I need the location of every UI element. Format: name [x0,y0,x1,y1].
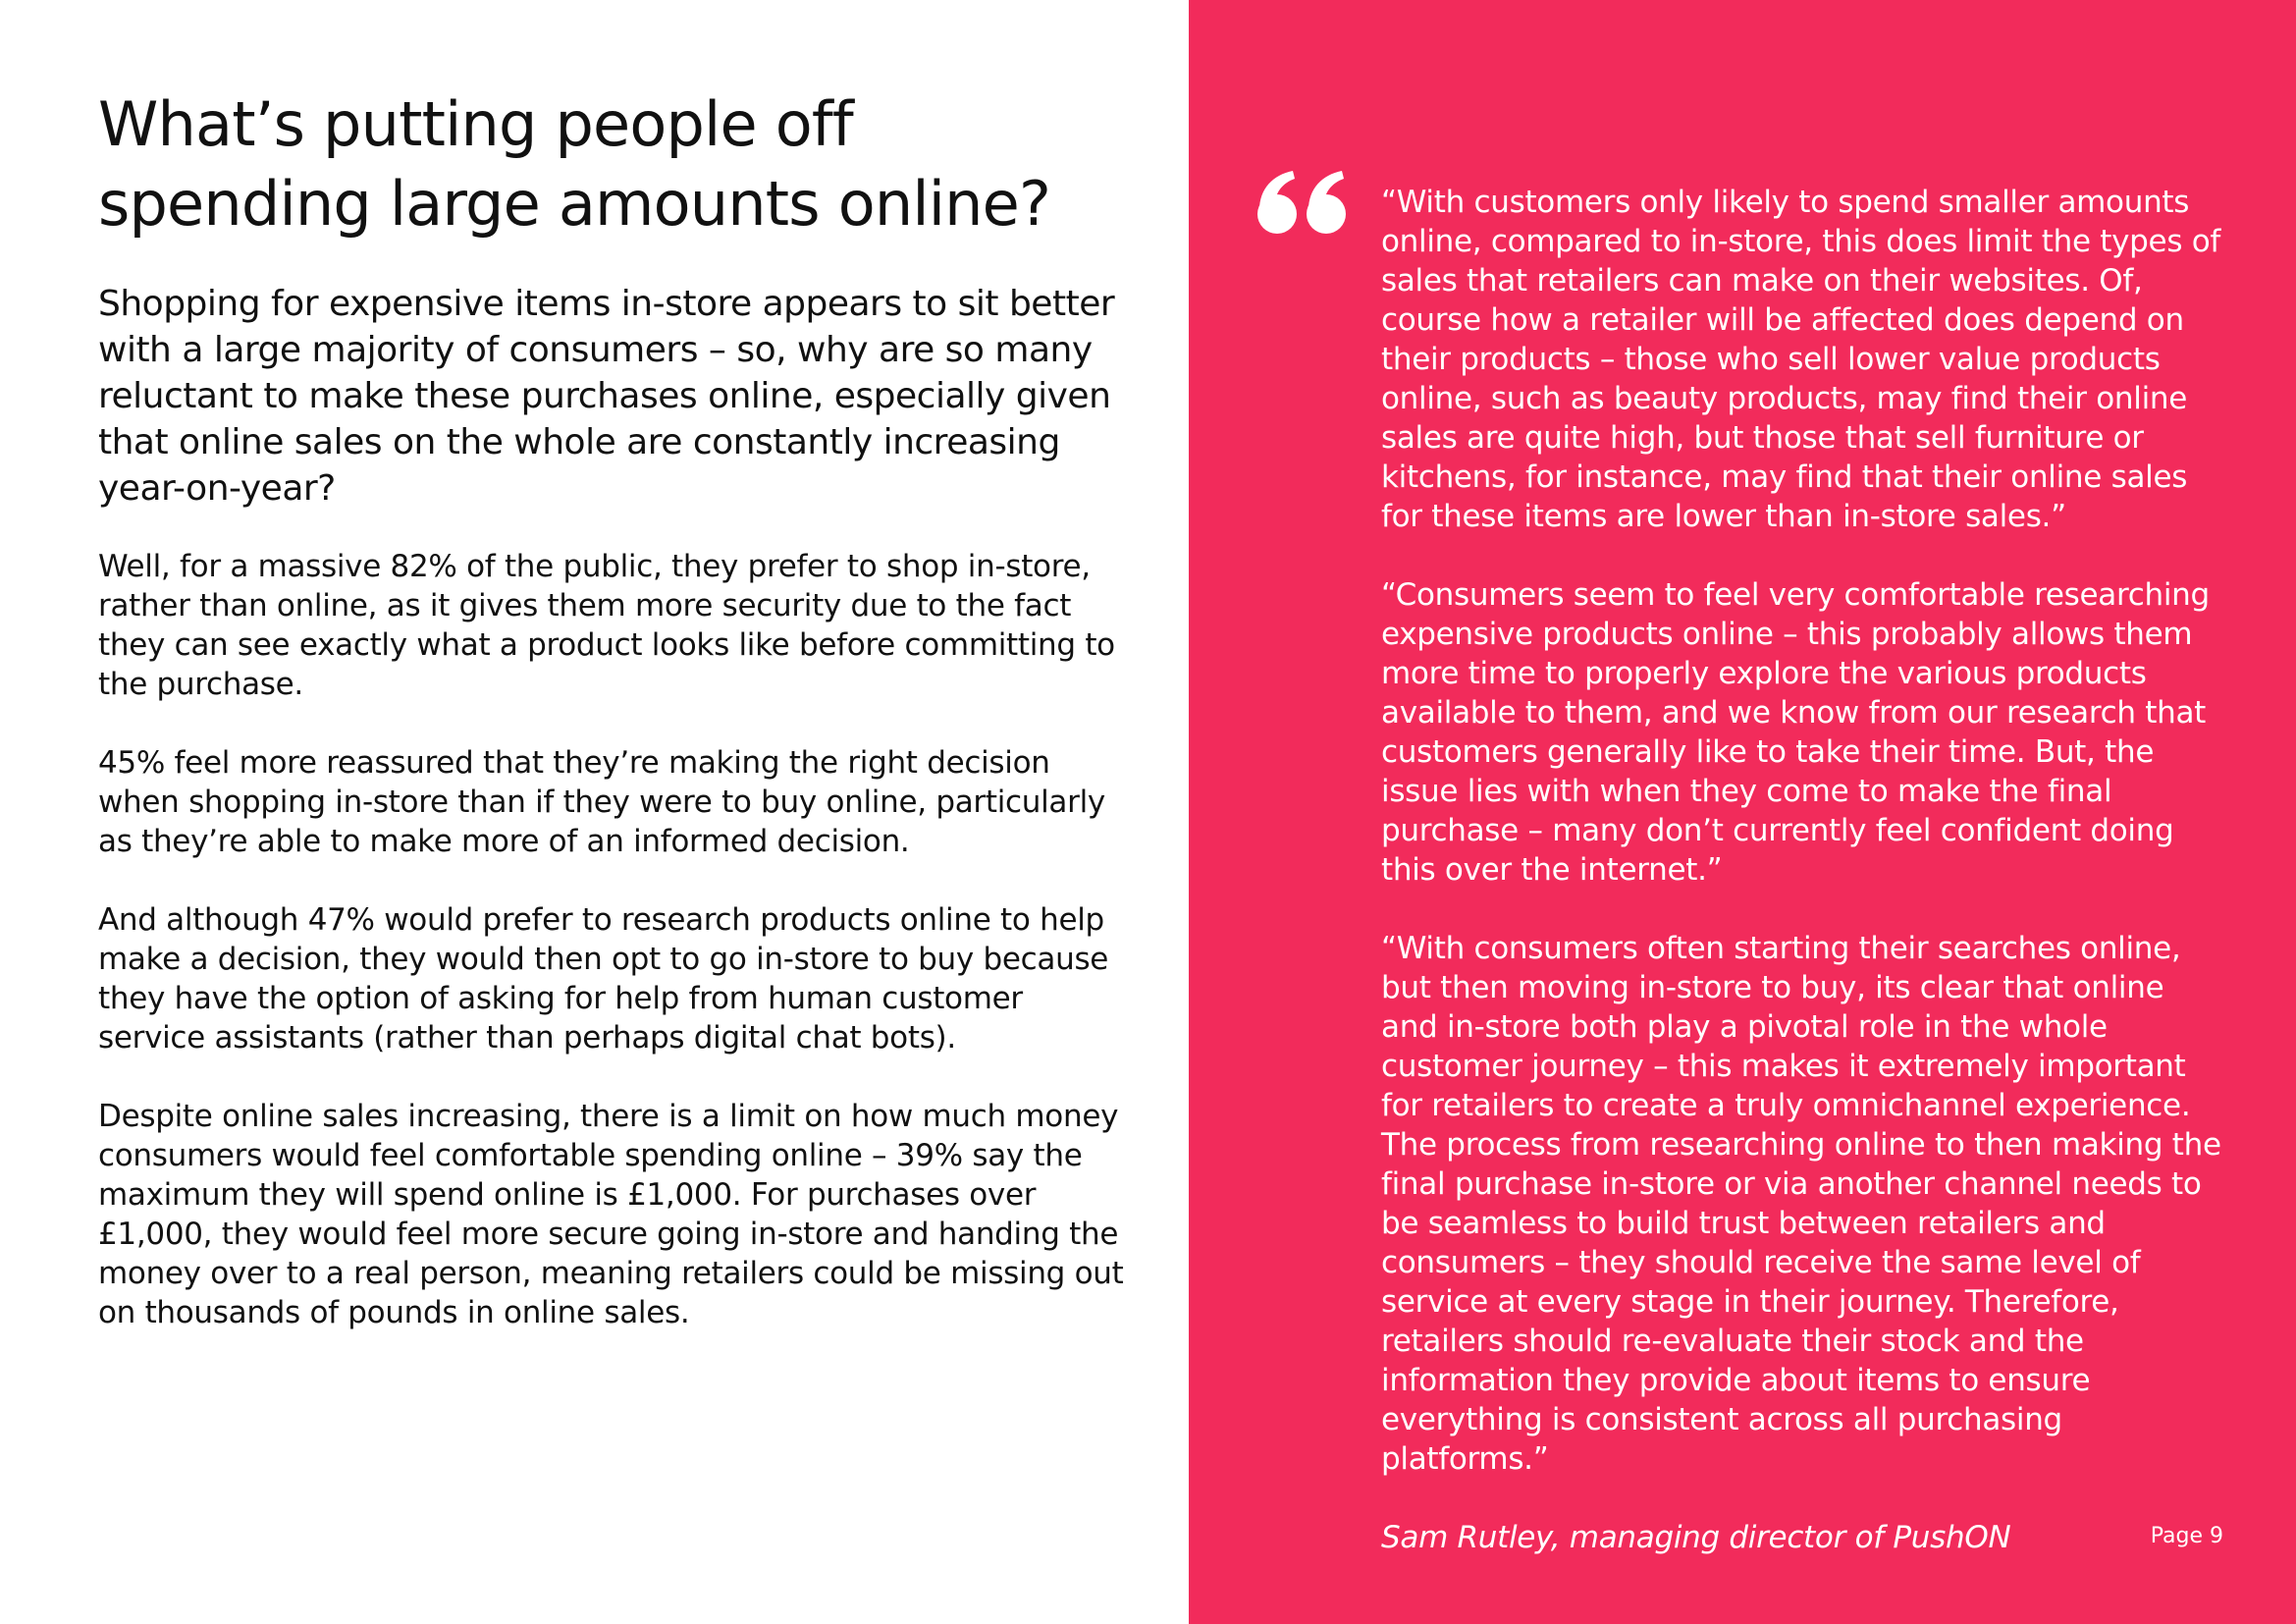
page-number: Page 9 [2150,1524,2223,1548]
page-title: What’s putting people off spending large amounts online? [98,88,1051,240]
intro-paragraph: Shopping for expensive items in-store appears to sit better with a large majority of consumers – so, why are so many reluctant to make these purchases online, especially given that online sales on the whole are constantly increasing year-on-year? [98,284,1115,509]
quote-text [1381,183,2225,1557]
body-paragraph: Despite online sales increasing, there is a limit on how much money consumers would feel comfortable spending online – 39% say the maximum they will spend online is £1,000. For purchases over £1,000, they would feel more secure going in-store and handing the money over to a real person, meaning retailers could be missing out on thousands of pounds in online sales. [98,1099,1124,1330]
body-paragraph: Well, for a massive 82% of the public, they prefer to shop in-store, rather than online, as it gives them more security due to the fact they can see exactly what a product looks like before committing to the purchase. [98,549,1115,702]
quote-paragraph: “Consumers seem to feel very comfortable researching expensive products online – this probably allows them more time to properly explore the various products available to them, and we know from our research that customers generally like to take their time. But, the issue lies with when they come to make the final purchase – many don’t currently feel confident doing this over the internet.” [1381,577,2210,888]
quote-paragraph: “With customers only likely to spend smaller amounts online, compared to in-store, this does limit the types of sales that retailers can make on their websites. Of, course how a retailer will be affected does depend on their products – those who sell lower value products online, such as beauty products, may find their online sales are quite high, but those that sell furniture or kitchens, for instance, may find that their online sales for these items are lower than in-store sales.” [1381,185,2221,534]
body-copy [98,547,1139,1372]
quote-paragraph: “With consumers often starting their searches online, but then moving in-store to buy, its clear that online and in-store both play a pivotal role in the whole customer journey – this makes it extremely important for retailers to create a truly omnichannel experience. The process from researching online to then making the final purchase in-store or via another channel needs to be seamless to build trust between retailers and consumers – they should receive the same level of service at every stage in their journey. Therefore, retailers should re-evaluate their stock and the information they provide about items to ensure everything is consistent across all purchasing platforms.” [1381,931,2221,1477]
quote-icon [1254,159,1352,238]
body-paragraph: 45% feel more reassured that they’re making the right decision when shopping in-store than if they were to buy online, particularly as they’re able to make more of an informed decision. [98,745,1105,859]
quote-panel [1189,0,2296,1624]
body-paragraph: And although 47% would prefer to research products online to help make a decision, they would then opt to go in-store to buy because they have the option of asking for help from human customer service assistants (rather than perhaps digital chat bots). [98,902,1109,1056]
quote-attribution: Sam Rutley, managing director of PushON [1381,1520,2011,1555]
